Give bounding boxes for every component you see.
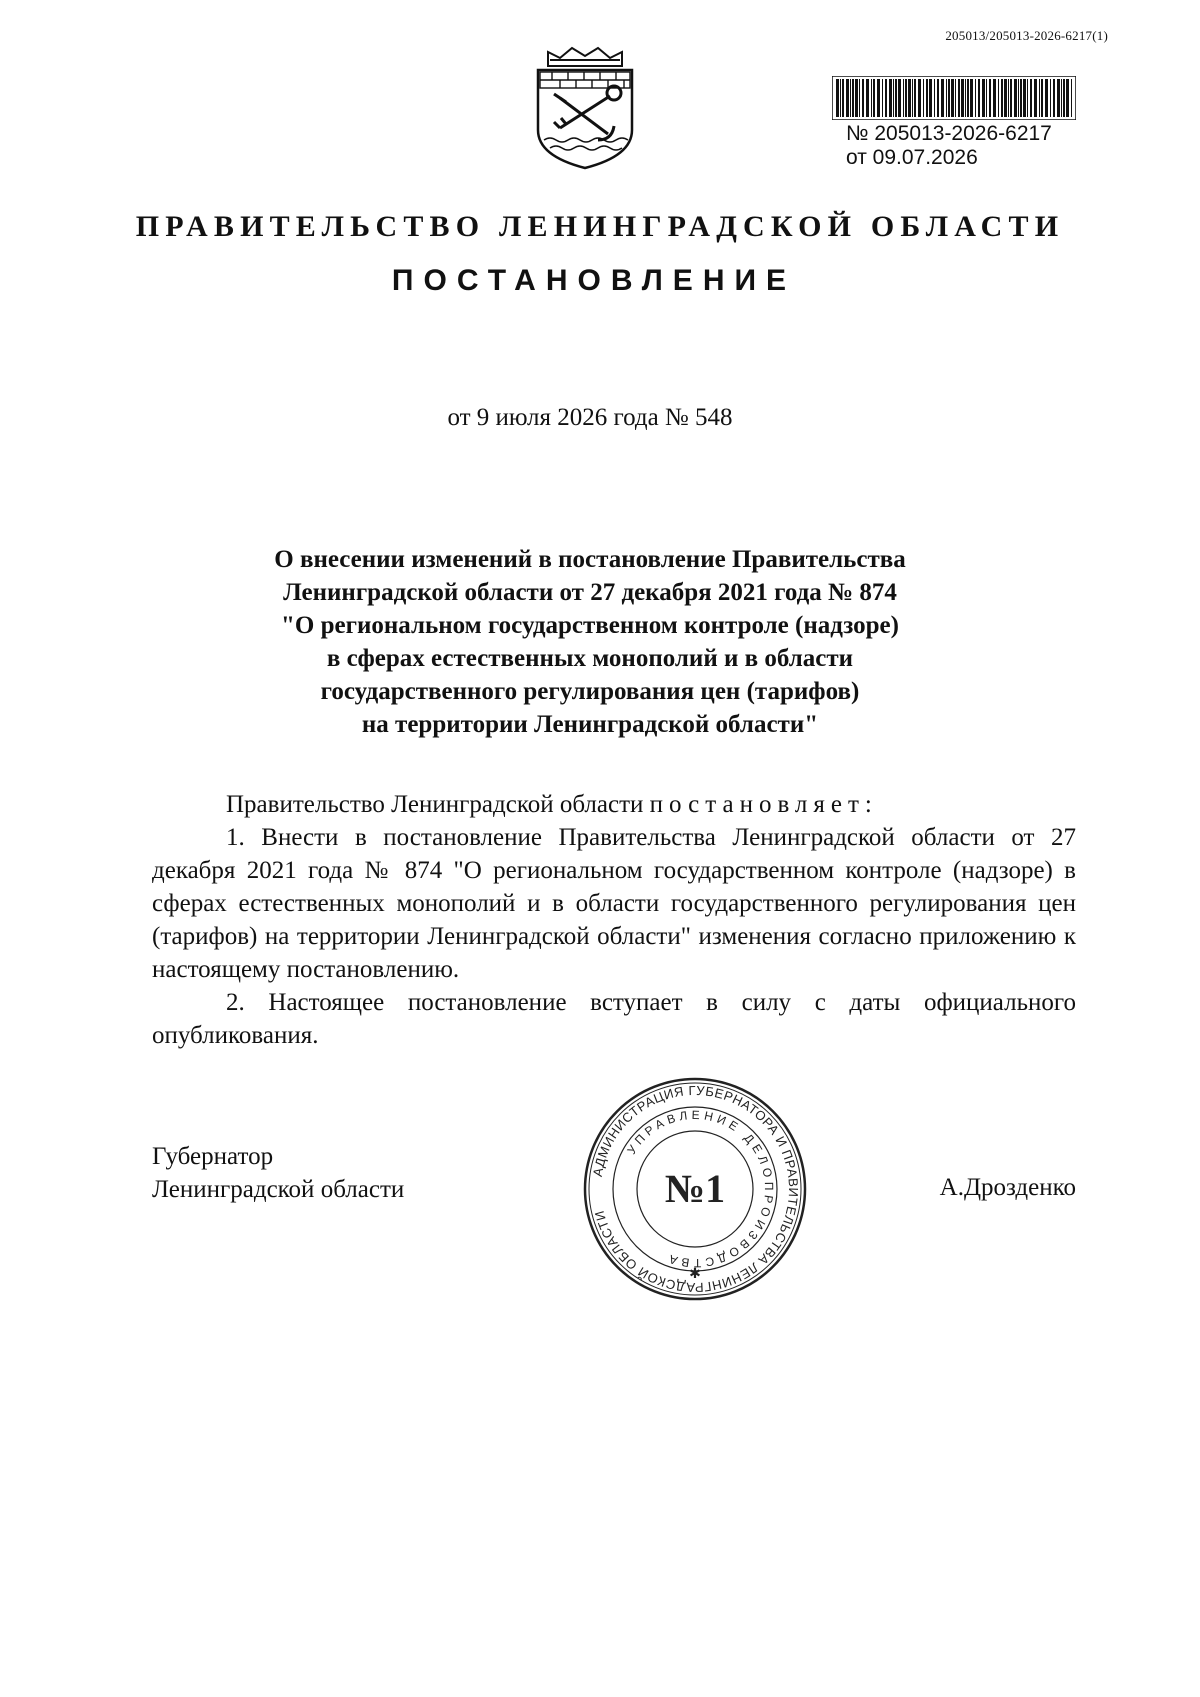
stamp-outer-text: АДМИНИСТРАЦИЯ ГУБЕРНАТОРА И ПРАВИТЕЛЬСТВА ЛЕНИНГРАДСКОЙ ОБЛАСТИ bbox=[589, 1082, 802, 1296]
barcode-bar bbox=[1008, 79, 1009, 117]
barcode-bar bbox=[986, 79, 987, 117]
barcode-bar bbox=[840, 79, 841, 117]
barcode-bar bbox=[889, 79, 892, 117]
barcode-bar bbox=[929, 79, 932, 117]
barcode-bar bbox=[908, 79, 911, 117]
barcode-bar bbox=[1039, 79, 1040, 117]
barcode-bar bbox=[1027, 79, 1028, 117]
barcode-bar bbox=[978, 79, 980, 117]
barcode-bar bbox=[946, 79, 947, 117]
barcode-bar bbox=[958, 79, 960, 117]
barcode-bar bbox=[918, 79, 921, 117]
document-code: 205013/205013-2026-6217(1) bbox=[945, 28, 1108, 43]
coat-of-arms-icon bbox=[530, 44, 640, 172]
barcode-bar bbox=[965, 79, 966, 117]
barcode-bar bbox=[934, 79, 935, 117]
barcode bbox=[832, 76, 1076, 120]
barcode-bar bbox=[1018, 79, 1019, 117]
barcode-bar bbox=[951, 79, 954, 117]
barcode-bar bbox=[905, 79, 907, 117]
stamp-center-number: №1 bbox=[664, 1166, 726, 1211]
barcode-bar bbox=[1063, 79, 1065, 117]
registration-date: от 09.07.2026 bbox=[846, 146, 978, 169]
barcode-bar bbox=[842, 79, 844, 117]
document-type: ПОСТАНОВЛЕНИЕ bbox=[391, 264, 797, 297]
barcode-bar bbox=[975, 79, 976, 117]
barcode-bar bbox=[1053, 79, 1055, 117]
barcode-bar bbox=[926, 79, 928, 117]
barcode-bar bbox=[882, 79, 883, 117]
signatory-position bbox=[152, 1140, 404, 1206]
official-stamp bbox=[580, 1074, 810, 1304]
barcode-bar bbox=[1030, 79, 1032, 117]
barcode-bar bbox=[873, 79, 875, 117]
barcode-bar bbox=[1034, 79, 1037, 117]
subject-line: Ленинградской области от 27 декабря 2021 года № 874 bbox=[283, 579, 897, 606]
barcode-bar bbox=[859, 79, 860, 117]
stamp-inner-text: УПРАВЛЕНИЕ ДЕЛОПРОИЗВОДСТВА bbox=[624, 1107, 777, 1271]
clause-1: 1. Внести в постановление Правительства Ленинградской области от 27 декабря 2021 года № 874 "О региональном государственном контроле (надзоре) в сферах естественных монополий и в области государственного регулирования цен (тарифов) на территории Ленинградской области" изменения согласно приложению к настоящему постановлению. bbox=[152, 824, 1076, 983]
position-line: Ленинградской области bbox=[152, 1176, 405, 1203]
barcode-bar bbox=[852, 79, 854, 117]
registration-number: № 205013-2026-6217 bbox=[846, 122, 1052, 145]
barcode-bar bbox=[998, 79, 999, 117]
barcode-bar bbox=[941, 79, 944, 117]
barcode-bar bbox=[850, 79, 851, 117]
resolves-word: постановляет: bbox=[649, 791, 878, 818]
barcode-bar bbox=[1001, 79, 1003, 117]
barcode-bar bbox=[1071, 79, 1072, 117]
barcode-bar bbox=[1057, 79, 1060, 117]
barcode-bar bbox=[1045, 79, 1048, 117]
barcode-bar bbox=[967, 79, 969, 117]
barcode-bar bbox=[855, 79, 858, 117]
barcode-bar bbox=[1041, 79, 1043, 117]
barcode-bar bbox=[898, 79, 901, 117]
document-body bbox=[152, 788, 1076, 1052]
subject-line: государственного регулирования цен (тарифов) bbox=[320, 678, 860, 705]
position-line: Губернатор bbox=[152, 1143, 274, 1170]
signatory-name: А.Дрозденко bbox=[939, 1174, 1076, 1201]
document-date-number: от 9 июля 2026 года № 548 bbox=[447, 404, 733, 431]
barcode-bar bbox=[846, 79, 849, 117]
barcode-bar bbox=[982, 79, 985, 117]
barcode-bar bbox=[961, 79, 964, 117]
barcode-bar bbox=[937, 79, 939, 117]
subject-line: "О региональном государственном контроле (надзоре) bbox=[281, 612, 899, 639]
barcode-bar bbox=[877, 79, 880, 117]
preamble bbox=[152, 788, 1076, 821]
barcode-bar bbox=[914, 79, 916, 117]
barcode-bar bbox=[1020, 79, 1022, 117]
barcode-bar bbox=[1004, 79, 1007, 117]
barcode-bar bbox=[885, 79, 887, 117]
barcode-bar bbox=[1066, 79, 1069, 117]
barcode-bar bbox=[871, 79, 872, 117]
barcode-bar bbox=[1023, 79, 1026, 117]
barcode-bar bbox=[1061, 79, 1062, 117]
government-title: ПРАВИТЕЛЬСТВО ЛЕНИНГРАДСКОЙ ОБЛАСТИ bbox=[135, 210, 1065, 243]
barcode-bar bbox=[923, 79, 924, 117]
preamble-text: Правительство Ленинградской области bbox=[226, 791, 650, 818]
subject-line: на территории Ленинградской области" bbox=[361, 711, 819, 738]
barcode-bar bbox=[948, 79, 950, 117]
subject-line: в сферах естественных монополий и в области bbox=[326, 645, 854, 672]
barcode-bar bbox=[912, 79, 913, 117]
barcode-bar bbox=[970, 79, 973, 117]
barcode-bar bbox=[955, 79, 956, 117]
barcode-bar bbox=[993, 79, 996, 117]
barcode-bar bbox=[836, 79, 839, 117]
barcode-bar bbox=[1010, 79, 1012, 117]
barcode-bar bbox=[895, 79, 897, 117]
barcode-bar bbox=[866, 79, 869, 117]
barcode-bar bbox=[1050, 79, 1051, 117]
document-subject bbox=[200, 543, 980, 741]
barcode-bar bbox=[989, 79, 991, 117]
barcode-bar bbox=[1014, 79, 1017, 117]
barcode-bar bbox=[862, 79, 864, 117]
stamp-star-icon: ✱ bbox=[689, 1266, 701, 1282]
subject-line: О внесении изменений в постановление Правительства bbox=[274, 546, 906, 573]
barcode-bar bbox=[903, 79, 904, 117]
barcode-bar bbox=[893, 79, 894, 117]
clause-2: 2. Настоящее постановление вступает в силу с даты официального опубликования. bbox=[152, 989, 1076, 1049]
